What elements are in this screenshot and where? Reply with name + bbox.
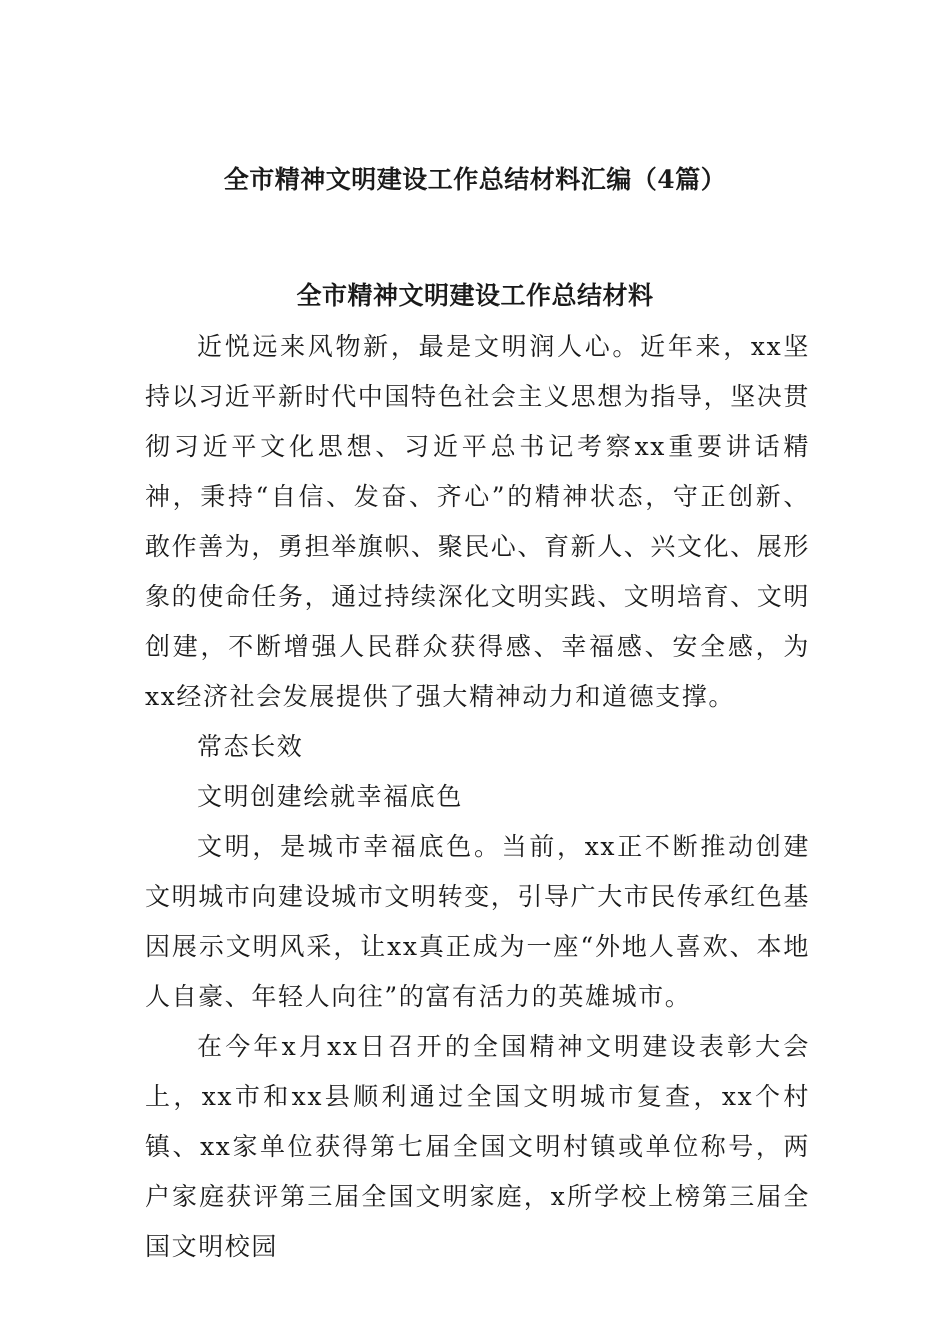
paragraph-city-civilization: 文明，是城市幸福底色。当前，xx正不断推动创建文明城市向建设城市文明转变，引导广大市民传承红色基因展示文明风采，让xx真正成为一座“外地人喜欢、本地人自豪、年轻人向往”的富有活力的英雄城市。 xyxy=(145,832,811,1011)
body-text xyxy=(145,322,810,1272)
paragraph-heading-2: 文明创建绘就幸福底色 xyxy=(197,782,464,811)
paragraph-awards: 在今年x月xx日召开的全国精神文明建设表彰大会上，xx市和xx县顺利通过全国文明城市复查，xx个村镇、xx家单位获得第七届全国文明村镇或单位称号，两户家庭获评第三届全国文明家庭，x所学校上榜第三届全国文明校园 xyxy=(145,1032,810,1261)
paragraph-intro: 近悦远来风物新，最是文明润人心。近年来，xx坚持以习近平新时代中国特色社会主义思想为指导，坚决贯彻习近平文化思想、习近平总书记考察xx重要讲话精神，秉持“自信、发奋、齐心”的精神状态，守正创新、敢作善为，勇担举旗帜、聚民心、育新人、兴文化、展形象的使命任务，通过持续深化文明实践、文明培育、文明创建，不断增强人民群众获得感、幸福感、安全感，为xx经济社会发展提供了强大精神动力和道德支撑。 xyxy=(145,332,811,711)
paragraph-heading-1: 常态长效 xyxy=(197,732,304,761)
section-title: 全市精神文明建设工作总结材料 xyxy=(296,281,654,310)
document-title: 全市精神文明建设工作总结材料汇编（4篇） xyxy=(223,165,727,194)
